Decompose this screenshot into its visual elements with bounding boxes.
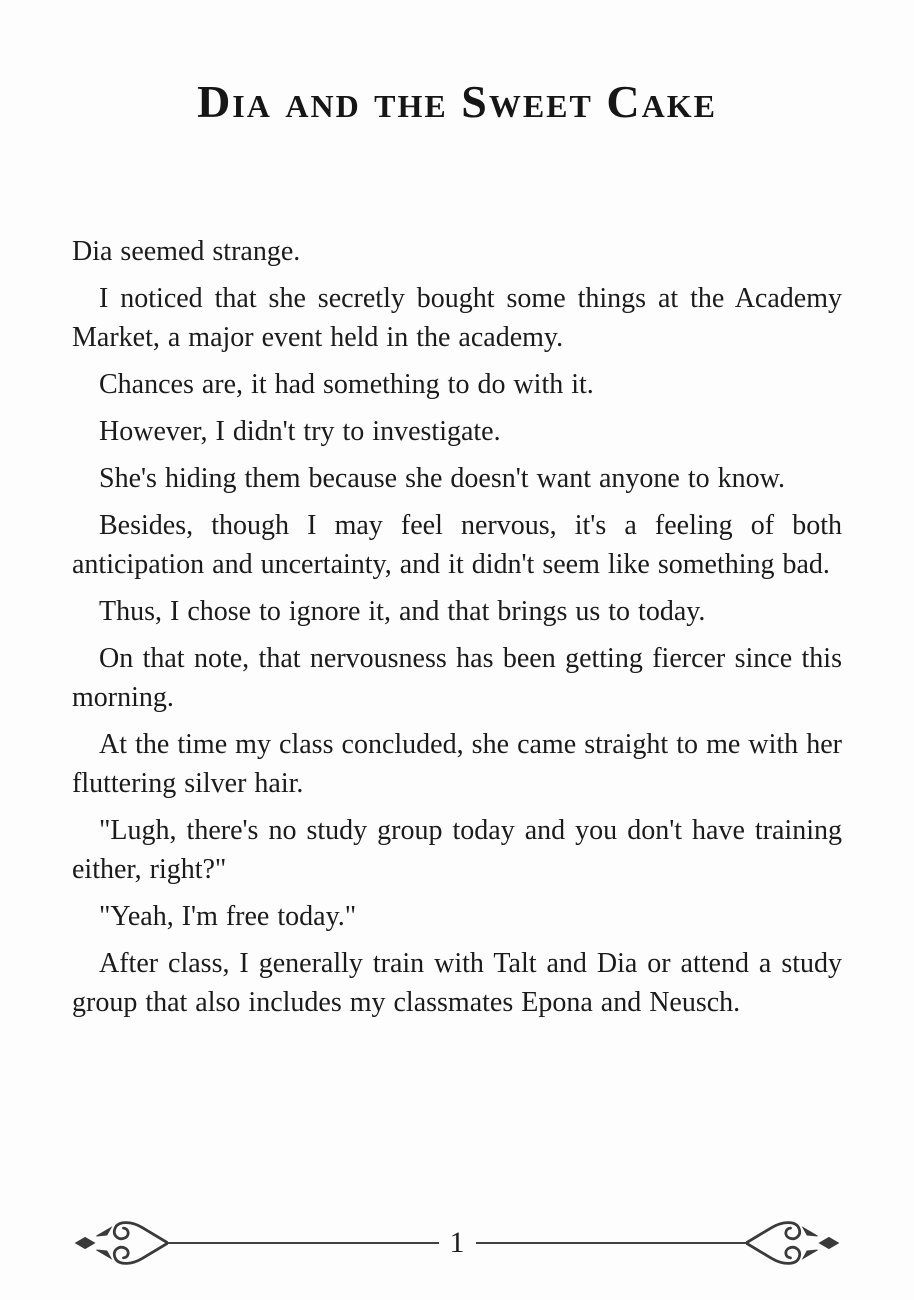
flourish-right-icon	[746, 1214, 842, 1272]
paragraph: At the time my class concluded, she came straight to me with her fluttering silver hair.	[72, 729, 842, 800]
paragraph: "Yeah, I'm free today."	[99, 901, 357, 933]
footer-rule-left	[168, 1242, 439, 1244]
paragraph: Thus, I chose to ignore it, and that brings us to today.	[99, 596, 706, 628]
body-text	[72, 232, 842, 1022]
paragraph: However, I didn't try to investigate.	[99, 416, 501, 448]
paragraph: Dia seemed strange.	[72, 236, 301, 268]
paragraph: "Lugh, there's no study group today and you don't have training either, right?"	[72, 815, 842, 886]
chapter-title: Dia and the Sweet Cake	[197, 76, 717, 127]
paragraph: She's hiding them because she doesn't want anyone to know.	[99, 463, 786, 495]
page-footer	[72, 1213, 842, 1273]
footer-rule-right	[476, 1242, 747, 1244]
paragraph: After class, I generally train with Talt and Dia or attend a study group that also includes my classmates Epona and Neusch.	[72, 948, 842, 1019]
flourish-left-icon	[72, 1214, 168, 1272]
page-number: 1	[449, 1226, 465, 1259]
page-content	[0, 74, 914, 1022]
paragraph: On that note, that nervousness has been getting fiercer since this morning.	[72, 643, 842, 714]
paragraph: Besides, though I may feel nervous, it's a feeling of both anticipation and uncertainty, and it didn't seem like something bad.	[72, 510, 842, 581]
paragraph: I noticed that she secretly bought some things at the Academy Market, a major event held in the academy.	[72, 283, 842, 354]
paragraph: Chances are, it had something to do with it.	[99, 369, 594, 401]
